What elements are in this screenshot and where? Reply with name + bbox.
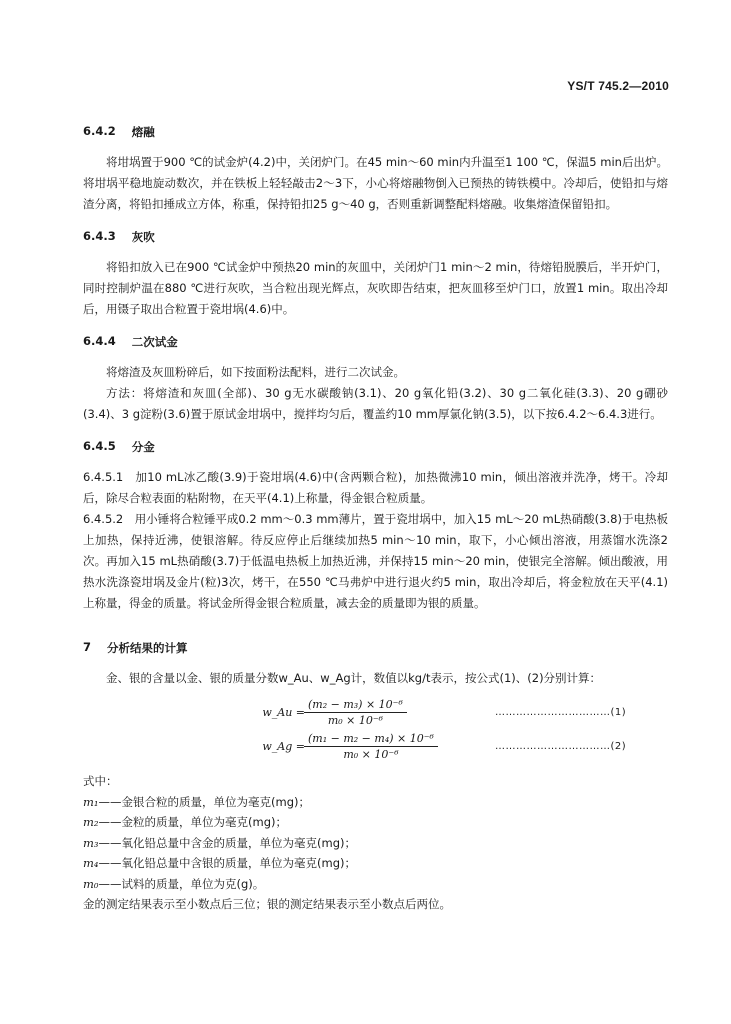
formula-2 xyxy=(83,729,668,763)
subclause-6-4-5-2: 6.4.5.2 用小锤将合粒锤平成0.2 mm～0.3 mm薄片，置于瓷坩埚中，加入15 mL～20 mL热硝酸(3.8)于电热板上加热，保持近沸，使银溶解。待反应停止后继续加热5 min～10 min，取下，小心倾出溶液，用蒸馏水洗涤2次。再加入15 mL热硝酸(3.7)于低温电热板上加热近沸，并保持15 min～20 min，使银完全溶解。倾出酸液，用热水洗涤瓷坩埚及金片(粒)3次，烤干，在550 ℃马弗炉中进行退火约5 min，取出冷却后，将金粒放在天平(4.1)上称量，得金的质量。将试金所得金银合粒质量，减去金的质量即为银的质量。 xyxy=(83,512,668,610)
formula-denominator: m₀ × 10⁻⁶ xyxy=(327,713,384,727)
paragraph: 将熔渣及灰皿粉碎后，如下按面粉法配料，进行二次试金。 xyxy=(106,365,405,379)
section-6-4-4 xyxy=(83,334,668,425)
formula-lhs: w_Ag = xyxy=(262,739,305,753)
formula-lhs: w_Au = xyxy=(262,705,305,719)
definition-row: m₃ ——氧化铅总量中含金的质量，单位为毫克(mg)； xyxy=(83,835,356,850)
formula-fraction xyxy=(304,698,407,727)
chapter-heading: 7 分析结果的计算 xyxy=(83,640,188,655)
definition-row: m₀ ——试料的质量，单位为克(g)。 xyxy=(83,876,265,891)
paragraph: 将铅扣放入已在900 ℃试金炉中预热20 min的灰皿中，关闭炉门1 min～2 min，待熔铅脱膜后，半开炉门，同时控制炉温在880 ℃进行灰吹，当合粒出现光辉点，灰吹即告结束，把灰皿移至炉门口，放置1 min。取出冷却后，用镊子取出合粒置于瓷坩埚(4.6)中。 xyxy=(83,260,668,316)
formula-1 xyxy=(83,695,668,729)
section-6-4-5 xyxy=(83,439,668,614)
paragraph: 方法：将熔渣和灰皿(全部)、30 g无水碳酸钠(3.1)、20 g氧化铅(3.2)、30 g二氧化硅(3.3)、20 g硼砂(3.4)、3 g淀粉(3.6)置于原试金坩埚中，搅拌均匀后，覆盖约10 mm厚氯化钠(3.5)，以下按6.4.2～6.4.3进行。 xyxy=(83,386,668,421)
precision-note: 金的测定结果表示至小数点后三位；银的测定结果表示至小数点后两位。 xyxy=(83,897,451,911)
definition-row: m₄ ——氧化铅总量中含银的质量，单位为毫克(mg)； xyxy=(83,856,356,870)
formula-label: ……………………………(1) xyxy=(495,706,627,718)
formula-label: ……………………………(2) xyxy=(495,740,627,752)
definition-row: m₁ ——金银合粒的质量，单位为毫克(mg)； xyxy=(83,794,310,809)
document-body xyxy=(83,124,668,915)
paragraph: 将坩埚置于900 ℃的试金炉(4.2)中，关闭炉门。在45 min～60 min内升温至1 100 ℃，保温5 min后出炉。将坩埚平稳地旋动数次，并在铁板上轻轻敲击2～3下，小心将熔融物倒入已预热的铸铁模中。冷却后，使铅扣与熔渣分离，将铅扣捶成立方体，称重，保持铅扣25 g～40 g，否则重新调整配料熔融。收集熔渣保留铅扣。 xyxy=(83,155,668,211)
where-label: 式中： xyxy=(83,774,118,788)
formula-numerator: (m₁ − m₂ − m₄) × 10⁻⁶ xyxy=(304,732,438,747)
symbol-definitions xyxy=(83,771,668,915)
section-heading: 6.4.3 灰吹 xyxy=(83,229,155,244)
calculation-intro: 金、银的含量以金、银的质量分数w_Au、w_Ag计，数值以kg/t表示，按公式(1)、(2)分别计算： xyxy=(106,671,602,685)
formula-numerator: (m₂ − m₃) × 10⁻⁶ xyxy=(304,698,407,713)
section-heading: 6.4.4 二次试金 xyxy=(83,334,178,349)
subclause-6-4-5-1: 6.4.5.1 加10 mL冰乙酸(3.9)于瓷坩埚(4.6)中(含两颗合粒)，加热微沸10 min，倾出溶液并洗净，烤干。冷却后，除尽合粒表面的粘附物，在天平(4.1)上称量，得金银合粒质量。 xyxy=(83,470,668,505)
section-6-4-3 xyxy=(83,229,668,320)
formula-fraction xyxy=(304,732,438,761)
section-heading: 6.4.2 熔融 xyxy=(83,124,155,139)
section-6-4-2 xyxy=(83,124,668,215)
formula-denominator: m₀ × 10⁻⁶ xyxy=(343,747,399,761)
definition-row: m₂ ——金粒的质量，单位为毫克(mg)； xyxy=(83,815,287,829)
section-heading: 6.4.5 分金 xyxy=(83,439,155,454)
standard-number: YS/T 745.2—2010 xyxy=(567,79,669,93)
